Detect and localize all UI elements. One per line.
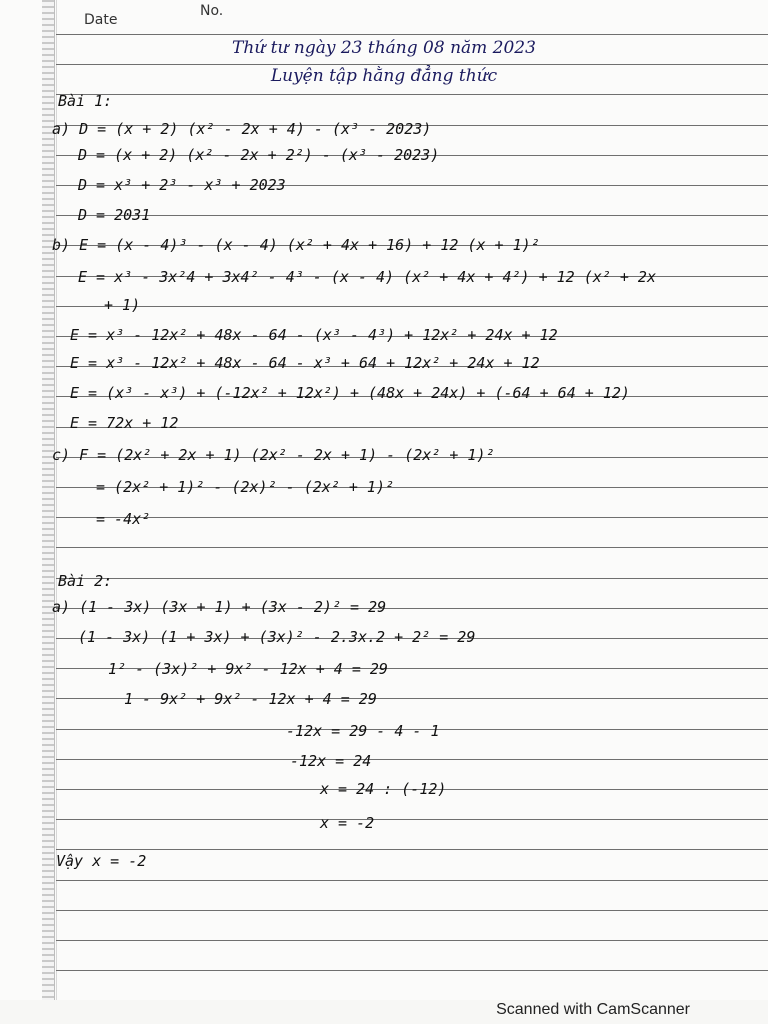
handwritten-line: -12x = 24	[290, 752, 372, 770]
handwritten-line: = -4x²	[96, 510, 151, 528]
handwritten-line: (1 - 3x) (1 + 3x) + (3x)² - 2.3x.2 + 2² = 29	[78, 628, 476, 646]
ruled-line	[56, 547, 768, 548]
ruled-line	[56, 34, 768, 35]
handwritten-line: x = -2	[320, 814, 375, 832]
ruled-line	[56, 910, 768, 911]
handwritten-line: E = (x³ - x³) + (-12x² + 12x²) + (48x + 24x) + (-64 + 64 + 12)	[70, 384, 630, 402]
ruled-line	[56, 578, 768, 579]
handwritten-line: 1 - 9x² + 9x² - 12x + 4 = 29	[124, 690, 377, 708]
handwritten-line: Bài 1:	[58, 92, 113, 110]
handwritten-line: D = 2031	[78, 206, 151, 224]
handwritten-line: 1² - (3x)² + 9x² - 12x + 4 = 29	[108, 660, 388, 678]
ruled-line	[56, 517, 768, 518]
ruled-line	[56, 94, 768, 95]
lesson-title: Luyện tập hằng đẳng thức	[270, 66, 498, 86]
ruled-line	[56, 64, 768, 65]
handwritten-line: + 1)	[104, 296, 141, 314]
handwritten-line: E = x³ - 3x²4 + 3x4² - 4³ - (x - 4) (x² + 4x + 4²) + 12 (x² + 2x	[78, 268, 656, 286]
ruled-line	[56, 940, 768, 941]
ruled-line	[56, 759, 768, 760]
date-label: Date	[84, 12, 118, 28]
handwritten-line: E = 72x + 12	[70, 414, 179, 432]
handwritten-line: D = (x + 2) (x² - 2x + 2²) - (x³ - 2023)	[78, 146, 440, 164]
handwritten-line: a) D = (x + 2) (x² - 2x + 4) - (x³ - 2023)	[52, 120, 432, 138]
handwritten-line: Bài 2:	[58, 572, 113, 590]
handwritten-line: E = x³ - 12x² + 48x - 64 - x³ + 64 + 12x² + 24x + 12	[70, 354, 540, 372]
ruled-line	[56, 970, 768, 971]
spiral-binding	[42, 0, 55, 1000]
handwritten-line: Vậy x = -2	[56, 852, 147, 870]
ruled-line	[56, 880, 768, 881]
date-title: Thứ tư ngày 23 tháng 08 năm 2023	[232, 38, 536, 58]
no-label: No.	[200, 3, 224, 19]
handwritten-line: c) F = (2x² + 2x + 1) (2x² - 2x + 1) - (2x² + 1)²	[52, 446, 495, 464]
scanner-watermark: Scanned with CamScanner	[496, 1001, 690, 1018]
handwritten-line: -12x = 29 - 4 - 1	[286, 722, 440, 740]
handwritten-line: a) (1 - 3x) (3x + 1) + (3x - 2)² = 29	[52, 598, 387, 616]
ruled-line	[56, 306, 768, 307]
handwritten-line: D = x³ + 2³ - x³ + 2023	[78, 176, 286, 194]
handwritten-line: x = 24 : (-12)	[320, 780, 447, 798]
handwritten-line: b) E = (x - 4)³ - (x - 4) (x² + 4x + 16) + 12 (x + 1)²	[52, 236, 540, 254]
ruled-line	[56, 215, 768, 216]
margin-line	[56, 0, 57, 1000]
handwritten-line: E = x³ - 12x² + 48x - 64 - (x³ - 4³) + 12x² + 24x + 12	[70, 326, 558, 344]
ruled-line	[56, 849, 768, 850]
ruled-line	[56, 819, 768, 820]
handwritten-line: = (2x² + 1)² - (2x)² - (2x² + 1)²	[96, 478, 395, 496]
